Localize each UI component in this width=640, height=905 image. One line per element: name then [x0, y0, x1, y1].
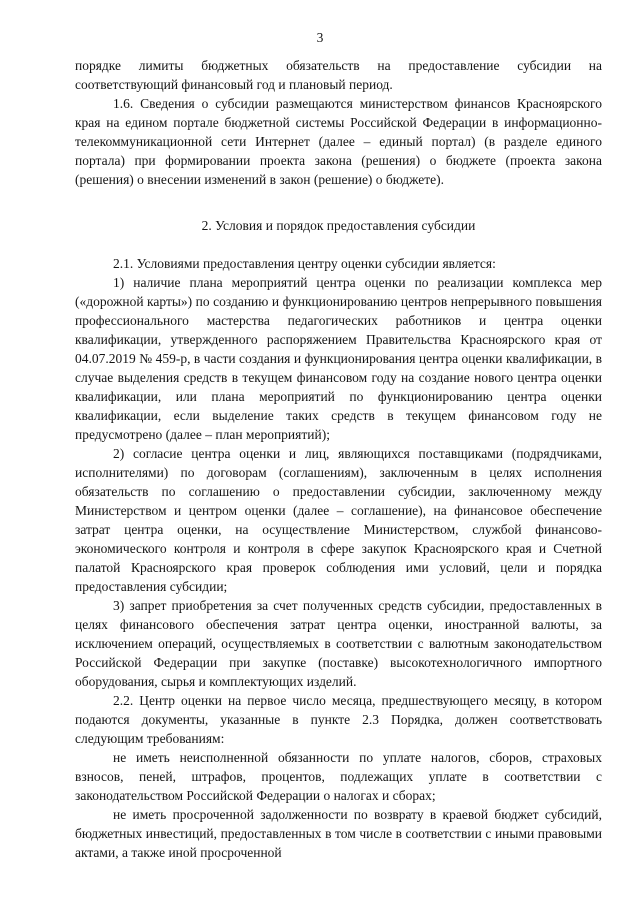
- requirement-taxes: не иметь неисполненной обязанности по уплате налогов, сборов, страховых взносов, пеней, штрафов, процентов, подлежащих уплате в соответствии с законодательством Российской Федерации о налогах и сборах;: [75, 750, 602, 803]
- paragraph-2-2: 2.2. Центр оценки на первое число месяца, предшествующего месяцу, в котором подаются документы, указанные в пункте 2.3 Порядка, должен соответствовать следующим требованиям:: [75, 693, 602, 746]
- document-body: [75, 56, 602, 862]
- section-title: 2. Условия и порядок предоставления субсидии: [201, 218, 476, 233]
- requirement-debt: не иметь просроченной задолженности по возврату в краевой бюджет субсидий, бюджетных инвестиций, предоставленных в том числе в соответствии с иными правовыми актами, а также иной просроченной: [75, 807, 602, 860]
- paragraph-continuation: порядке лимиты бюджетных обязательств на предоставление субсидии на соответствующий финансовый год и плановый период.: [75, 58, 602, 92]
- page-number: 3: [316, 30, 324, 45]
- paragraph-2-1: 2.1. Условиями предоставления центру оценки субсидии является:: [113, 256, 496, 271]
- paragraph-2-1-item-1: 1) наличие плана мероприятий центра оценки по реализации комплекса мер («дорожной карты») по созданию и функционированию центров непрерывного повышения профессионального мастерства педагогических работников и центра оценки квалификации, утвержденного распоряжением Правительства Красноярского края от 04.07.2019 № 459-р, в части создания и функционирования центра оценки квалификации, в случае выделения средств в текущем финансовом году на создание нового центра оценки квалификации, или плана мероприятий по функционированию центра оценки квалификации, если выделение таких средств в текущем финансовом году не предусмотрено (далее – план мероприятий);: [75, 275, 602, 442]
- paragraph-2-1-item-2: 2) согласие центра оценки и лиц, являющихся поставщиками (подрядчиками, исполнителями) по договорам (соглашениям), заключенным в целях исполнения обязательств по соглашению о предоставлении субсидии, заключенному между Министерством и центром оценки (далее – соглашение), на финансовое обеспечение затрат центра оценки, на осуществление Министерством, службой финансово-экономического контроля и контроля в сфере закупок Красноярского края и Счетной палатой Красноярского края проверок соблюдения ими условий, цели и порядка предоставления субсидии;: [75, 446, 602, 594]
- paragraph-2-1-item-3: 3) запрет приобретения за счет полученных средств субсидии, предоставленных в целях финансового обеспечения затрат центра оценки, иностранной валюты, за исключением операций, осуществляемых в соответствии с валютным законодательством Российской Федерации при закупке (поставке) высокотехнологичного импортного оборудования, сырья и комплектующих изделий.: [75, 598, 602, 689]
- paragraph-1-6: 1.6. Сведения о субсидии размещаются министерством финансов Красноярского края на едином портале бюджетной системы Российской Федерации в информационно-телекоммуникационной сети Интернет (далее – единый портал) (в разделе единого портала) при формировании проекта закона (решения) о бюджете (проекта закона (решения) о внесении изменений в закон (решение) о бюджете).: [75, 96, 602, 187]
